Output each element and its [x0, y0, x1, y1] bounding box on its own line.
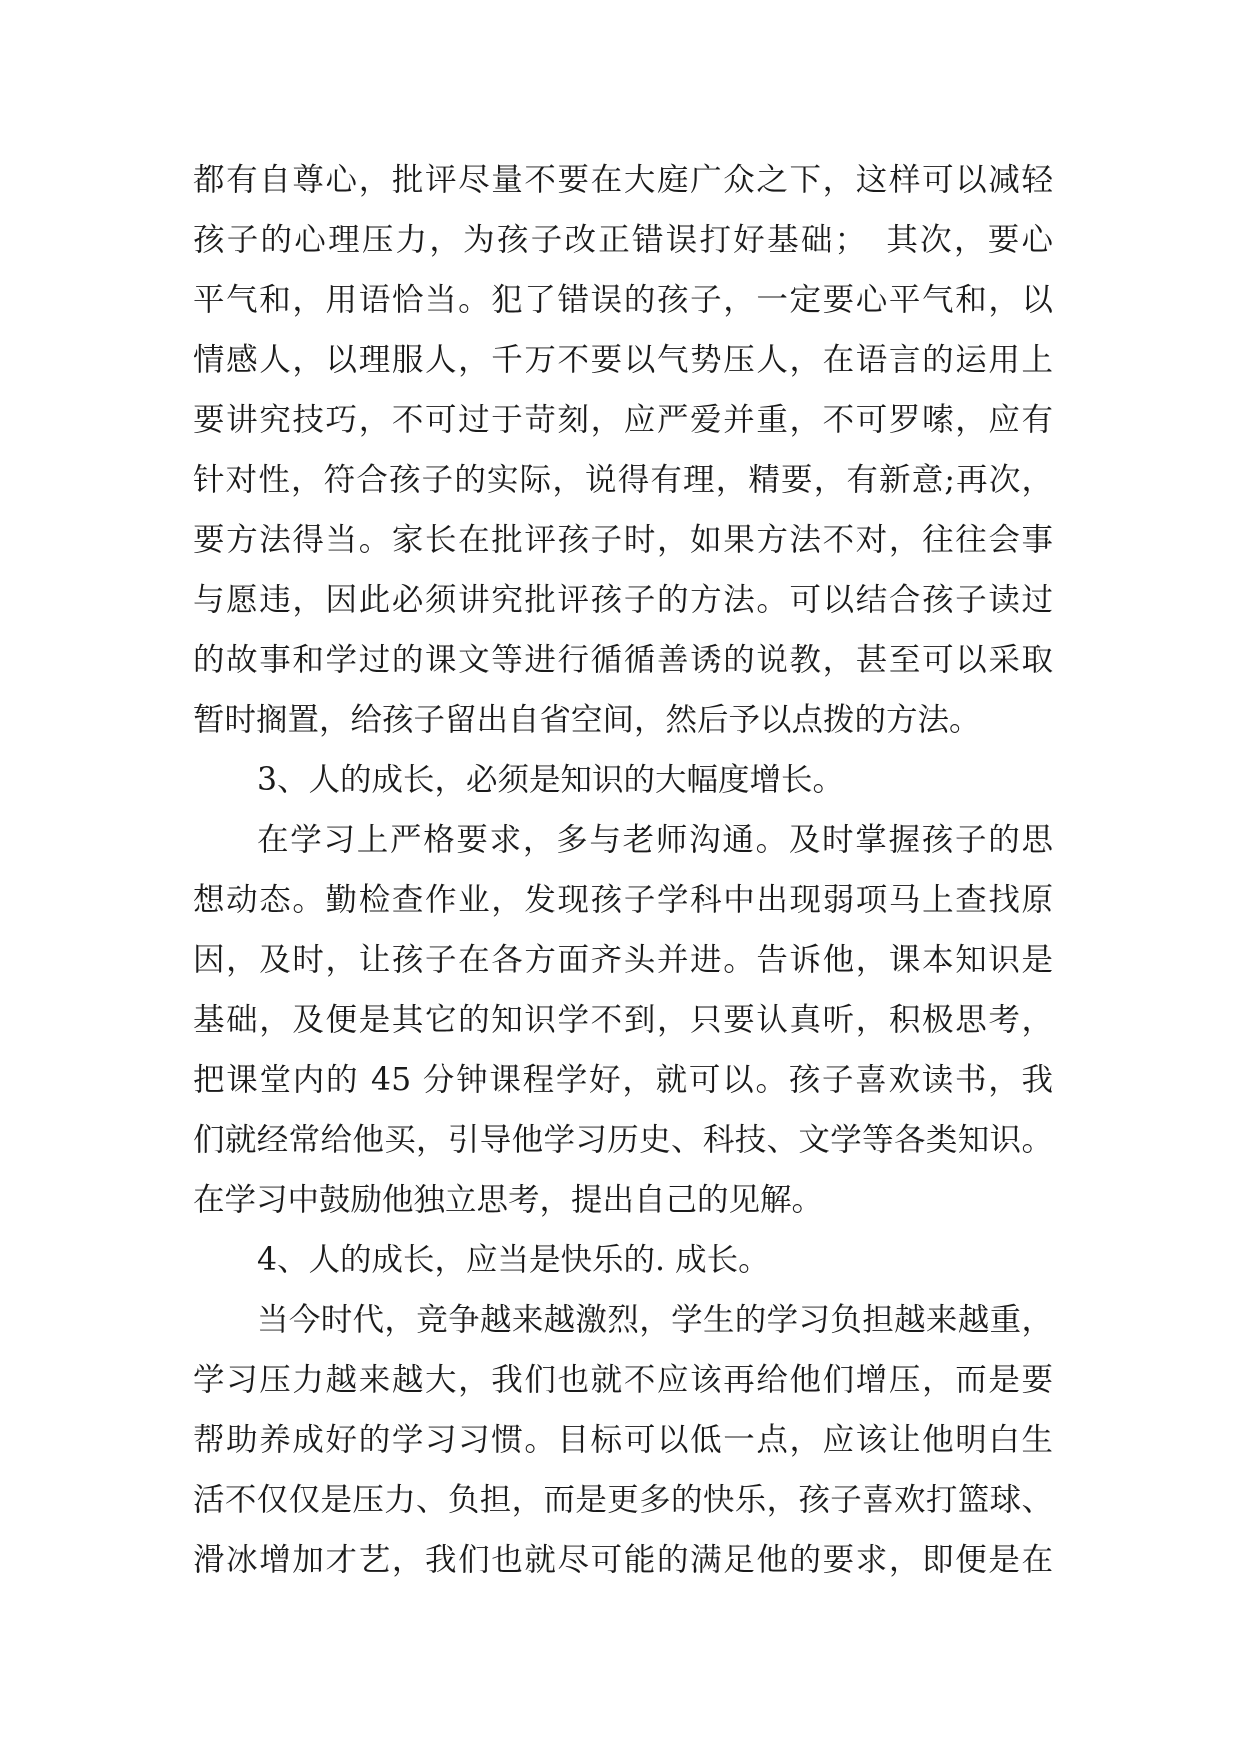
- text-line: 孩子的心理压力，为孩子改正错误打好基础； 其次，要心: [193, 222, 1053, 258]
- text-line: 的故事和学过的课文等进行循循善诱的说教，甚至可以采取: [193, 642, 1053, 678]
- text-line: 基础，及便是其它的知识学不到，只要认真听，积极思考，: [193, 1002, 1053, 1038]
- text-line: 都有自尊心，批评尽量不要在大庭广众之下，这样可以减轻: [193, 162, 1053, 198]
- text-line: 要讲究技巧，不可过于苛刻，应严爱并重，不可罗嗦，应有: [193, 402, 1053, 438]
- text-line: 在学习中鼓励他独立思考，提出自己的见解。: [193, 1182, 824, 1218]
- text-line: 与愿违，因此必须讲究批评孩子的方法。可以结合孩子读过: [193, 582, 1053, 618]
- paragraph-first-line: 当今时代，竞争越来越激烈，学生的学习负担越来越重，: [257, 1302, 1053, 1338]
- text-line: 平气和，用语恰当。犯了错误的孩子，一定要心平气和，以: [193, 282, 1053, 318]
- paragraph-first-line: 在学习上严格要求，多与老师沟通。及时掌握孩子的思: [257, 822, 1053, 858]
- text-line: 把课堂内的 45 分钟课程学好，就可以。孩子喜欢读书，我: [193, 1062, 1053, 1098]
- text-line: 暂时搁置，给孩子留出自省空间，然后予以点拨的方法。: [193, 702, 981, 738]
- text-line: 情感人，以理服人，千万不要以气势压人，在语言的运用上: [193, 342, 1053, 378]
- section-heading-3: 3、人的成长，必须是知识的大幅度增长。: [257, 762, 845, 798]
- text-line: 要方法得当。家长在批评孩子时，如果方法不对，往往会事: [193, 522, 1053, 558]
- text-line: 滑冰增加才艺，我们也就尽可能的满足他的要求，即便是在: [193, 1542, 1053, 1578]
- text-line: 因，及时，让孩子在各方面齐头并进。告诉他，课本知识是: [193, 942, 1053, 978]
- text-line: 帮助养成好的学习习惯。目标可以低一点，应该让他明白生: [193, 1422, 1053, 1458]
- text-line: 想动态。勤检查作业，发现孩子学科中出现弱项马上查找原: [193, 882, 1053, 918]
- text-line: 针对性，符合孩子的实际，说得有理，精要，有新意;再次，: [193, 462, 1053, 498]
- text-line: 活不仅仅是压力、负担，而是更多的快乐，孩子喜欢打篮球、: [193, 1482, 1053, 1518]
- text-line: 们就经常给他买，引导他学习历史、科技、文学等各类知识。: [193, 1122, 1053, 1158]
- text-line: 学习压力越来越大，我们也就不应该再给他们增压，而是要: [193, 1362, 1053, 1398]
- section-heading-4: 4、人的成长，应当是快乐的. 成长。: [257, 1242, 770, 1278]
